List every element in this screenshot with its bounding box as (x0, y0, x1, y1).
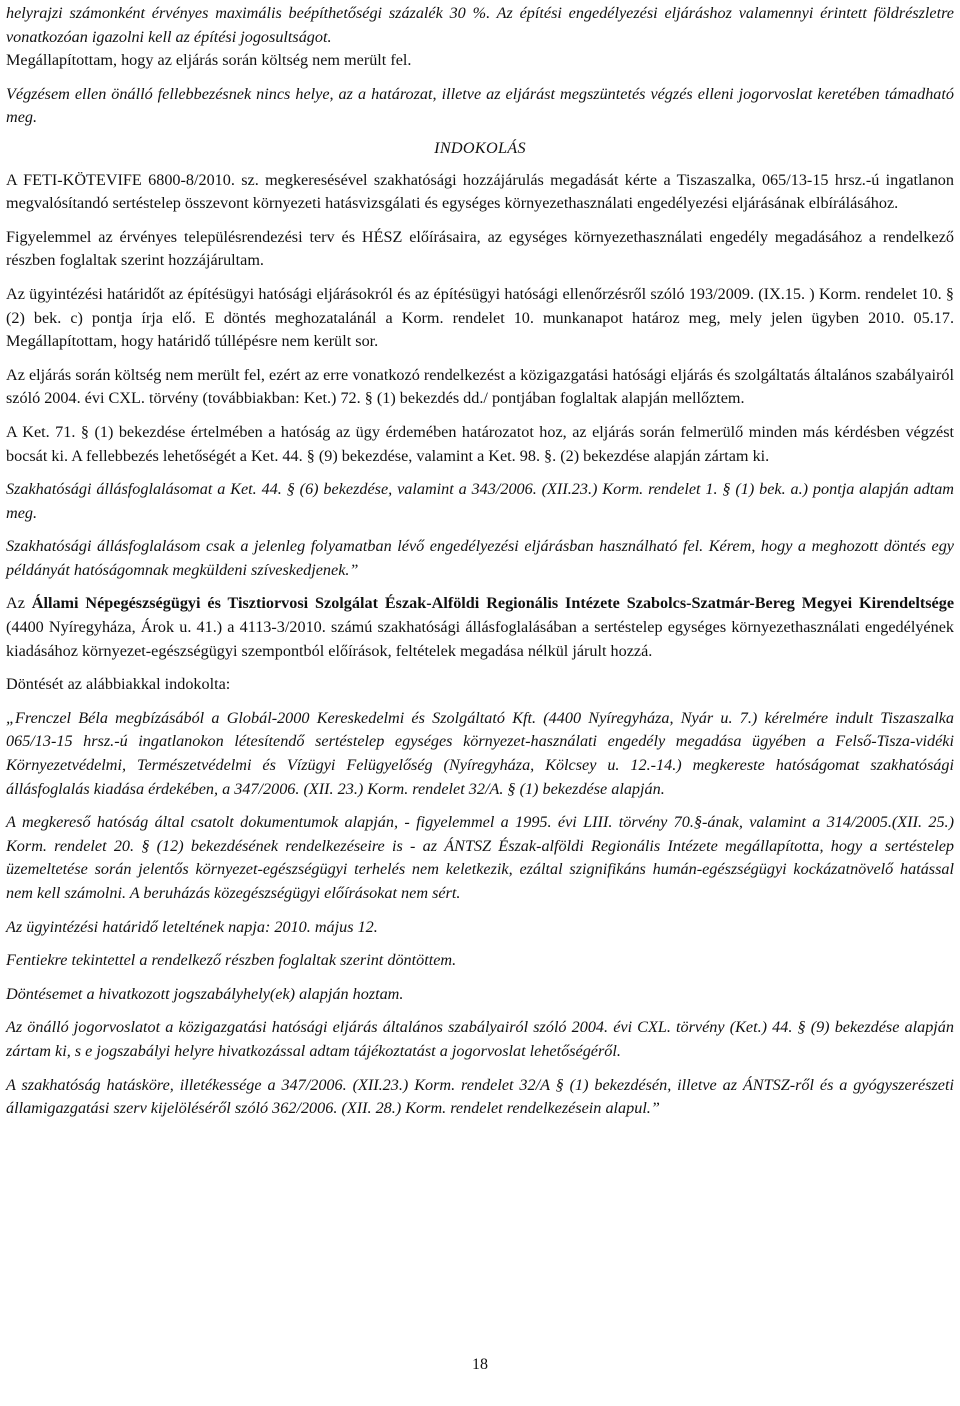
paragraph-settlement-plan: Figyelemmel az érvényes településrendezési terv és HÉSZ előírásaira, az egységes környezethasználati engedély megadásához a rendelkező részben foglaltak szerint hozzájárultam. (6, 227, 954, 270)
antsz-institution-name: Állami Népegészségügyi és Tisztiorvosi Szolgálat Észak-Alföldi Regionális Intézete Szabolcs-Szatmár-Bereg Megyei Kirendeltsége (31, 594, 955, 613)
page-number: 18 (472, 1356, 488, 1373)
paragraph-usage-request: Szakhatósági állásfoglalásom csak a jelenleg folyamatban lévő engedélyezési eljárásban használható fel. Kérem, hogy a meghozott döntés egy példányát hatóságomnak megküldeni szíveskedjenek.” (6, 537, 954, 579)
paragraph-appeal-order: Végzésem ellen önálló fellebbezésnek nincs helye, az a határozat, illetve az eljárást megszüntetés végzés elleni jogorvoslat keretében támadható meg. (6, 84, 954, 127)
paragraph-building-ratio: helyrajzi számonként érvényes maximális beépíthetőségi százalék 30 %. Az építési engedélyezési eljáráshoz valamennyi érintett földrészletre vonatkozóan igazolni kell az építési jogosultságot. (6, 4, 954, 46)
quoted-paragraph-findings: A megkereső hatóság által csatolt dokumentumok alapján, - figyelemmel a 1995. évi LIII. törvény 70.§-ának, valamint a 314/2005.(XII. 25.) Korm. rendelet 20. § (12) bekezdésének rendelkezéseire is - az ÁNTSZ Észak-alföldi Regionális Intézete megállapította, hogy a sertéstelep üzemeltetése során jelentős környezet-egészségügyi terhelés nem keletkezik, ezáltal szignifikáns humán-egészségügyi kockázatnövelő hatással nem kell számolni. A beruházás közegészségügyi előírásokat nem sért. (6, 813, 954, 902)
paragraph-antsz (6, 592, 954, 663)
quoted-paragraph-request: „Frenczel Béla megbízásából a Globál-2000 Kereskedelmi és Szolgáltató Kft. (4400 Nyíregyháza, Nyár u. 7.) kérelmére indult Tiszaszalka 065/13-15 hrsz.-ú ingatlanokon létesítendő sertéstelep egységes környezet-használati engedély megadása ügyében a Felső-Tisza-vidéki Környezetvédelmi, Természetvédelmi és Vízügyi Felügyelőség (Nyíregyháza, Kölcsey u. 12.-14.) megkereste hatóságomat szakhatósági állásfoglalás kiadása érdekében, a 347/2006. (XII. 23.) Korm. rendelet 32/A. § (1) bekezdése alapján. (6, 708, 954, 798)
antsz-suffix: (4400 Nyíregyháza, Árok u. 41.) a 4113-3/2010. számú szakhatósági állásfoglalásában a sertéstelep egységes környezethasználati engedélyének kiadásához környezet-egészségügyi szempontból előírások, feltételek megadása nélkül járult hozzá. (6, 618, 954, 660)
paragraph-deadline: Az ügyintézési határidőt az építésügyi hatósági eljárásokról és az építésügyi hatósági ellenőrzésről szóló 193/2009. (IX.15. ) Korm. rendelet 10. § (2) bek. c) pontja írja elő. E döntés meghozatalánál a Korm. rendelet 10. munkanapot határoz meg, mely jelen ügyben 2010. 05.17. Megállapítottam, hogy határidő túllépésre nem került sor. (6, 284, 954, 351)
quoted-paragraph-deadline-date: Az ügyintézési határidő leteltének napja: 2010. május 12. (6, 917, 378, 936)
paragraph-request: A FETI-KÖTEVIFE 6800-8/2010. sz. megkeresésével szakhatósági hozzájárulás megadását kérte a Tiszaszalka, 065/13-15 hrsz.-ú ingatlanon megvalósítandó sertéstelep összevont környezeti hatásvizsgálati és egységes környezethasználati engedélyezési eljárásának elbírálásához. (6, 170, 954, 213)
paragraph-cost: Az eljárás során költség nem merült fel, ezért az erre vonatkozó rendelkezést a közigazgatási hatósági eljárás és szolgáltatás általános szabályairól szóló 2004. évi CXL. törvény (továbbiakban: Ket.) 72. § (1) bekezdés dd./ pontjában foglaltak alapján mellőztem. (6, 365, 954, 408)
quoted-paragraph-decision: Fentiekre tekintettel a rendelkező részben foglaltak szerint döntöttem. (6, 951, 457, 970)
paragraph-reasons-intro: Döntését az alábbiakkal indokolta: (6, 675, 231, 694)
section-heading-indokolas: INDOKOLÁS (434, 138, 526, 157)
antsz-prefix: Az (6, 594, 32, 613)
quoted-paragraph-remedy: Az önálló jogorvoslatot a közigazgatási hatósági eljárás általános szabályairól szóló 2004. évi CXL. törvény (Ket.) 44. § (9) bekezdése alapján zártam ki, s e jogszabályi helyre hivatkozással adtam tájékoztatást a jogorvoslat lehetőségéről. (6, 1018, 954, 1060)
paragraph-ket-71: A Ket. 71. § (1) bekezdése értelmében a hatóság az ügy érdemében határozatot hoz, az eljárás során felmerülő minden más kérdésben végzést bocsát ki. A fellebbezés lehetőségét a Ket. 44. § (9) bekezdése, valamint a Ket. 98. §. (2) bekezdése alapján zártam ki. (6, 422, 954, 465)
paragraph-authority-position: Szakhatósági állásfoglalásomat a Ket. 44. § (6) bekezdése, valamint a 343/2006. (XII.23.) Korm. rendelet 1. § (1) bek. a.) pontja alapján adtam meg. (6, 480, 954, 522)
quoted-paragraph-competence: A szakhatóság hatásköre, illetékessége a 347/2006. (XII.23.) Korm. rendelet 32/A § (1) bekezdésén, illetve az ÁNTSZ-ről és a gyógyszerészeti államigazgatási szerv kijelöléséről szóló 362/2006. (XII. 28.) Korm. rendelet rendelkezésein alapul.” (6, 1075, 954, 1118)
quoted-paragraph-legal-basis: Döntésemet a hivatkozott jogszabályhely(ek) alapján hoztam. (6, 984, 404, 1003)
paragraph-no-cost: Megállapítottam, hogy az eljárás során költség nem merült fel. (6, 51, 412, 70)
